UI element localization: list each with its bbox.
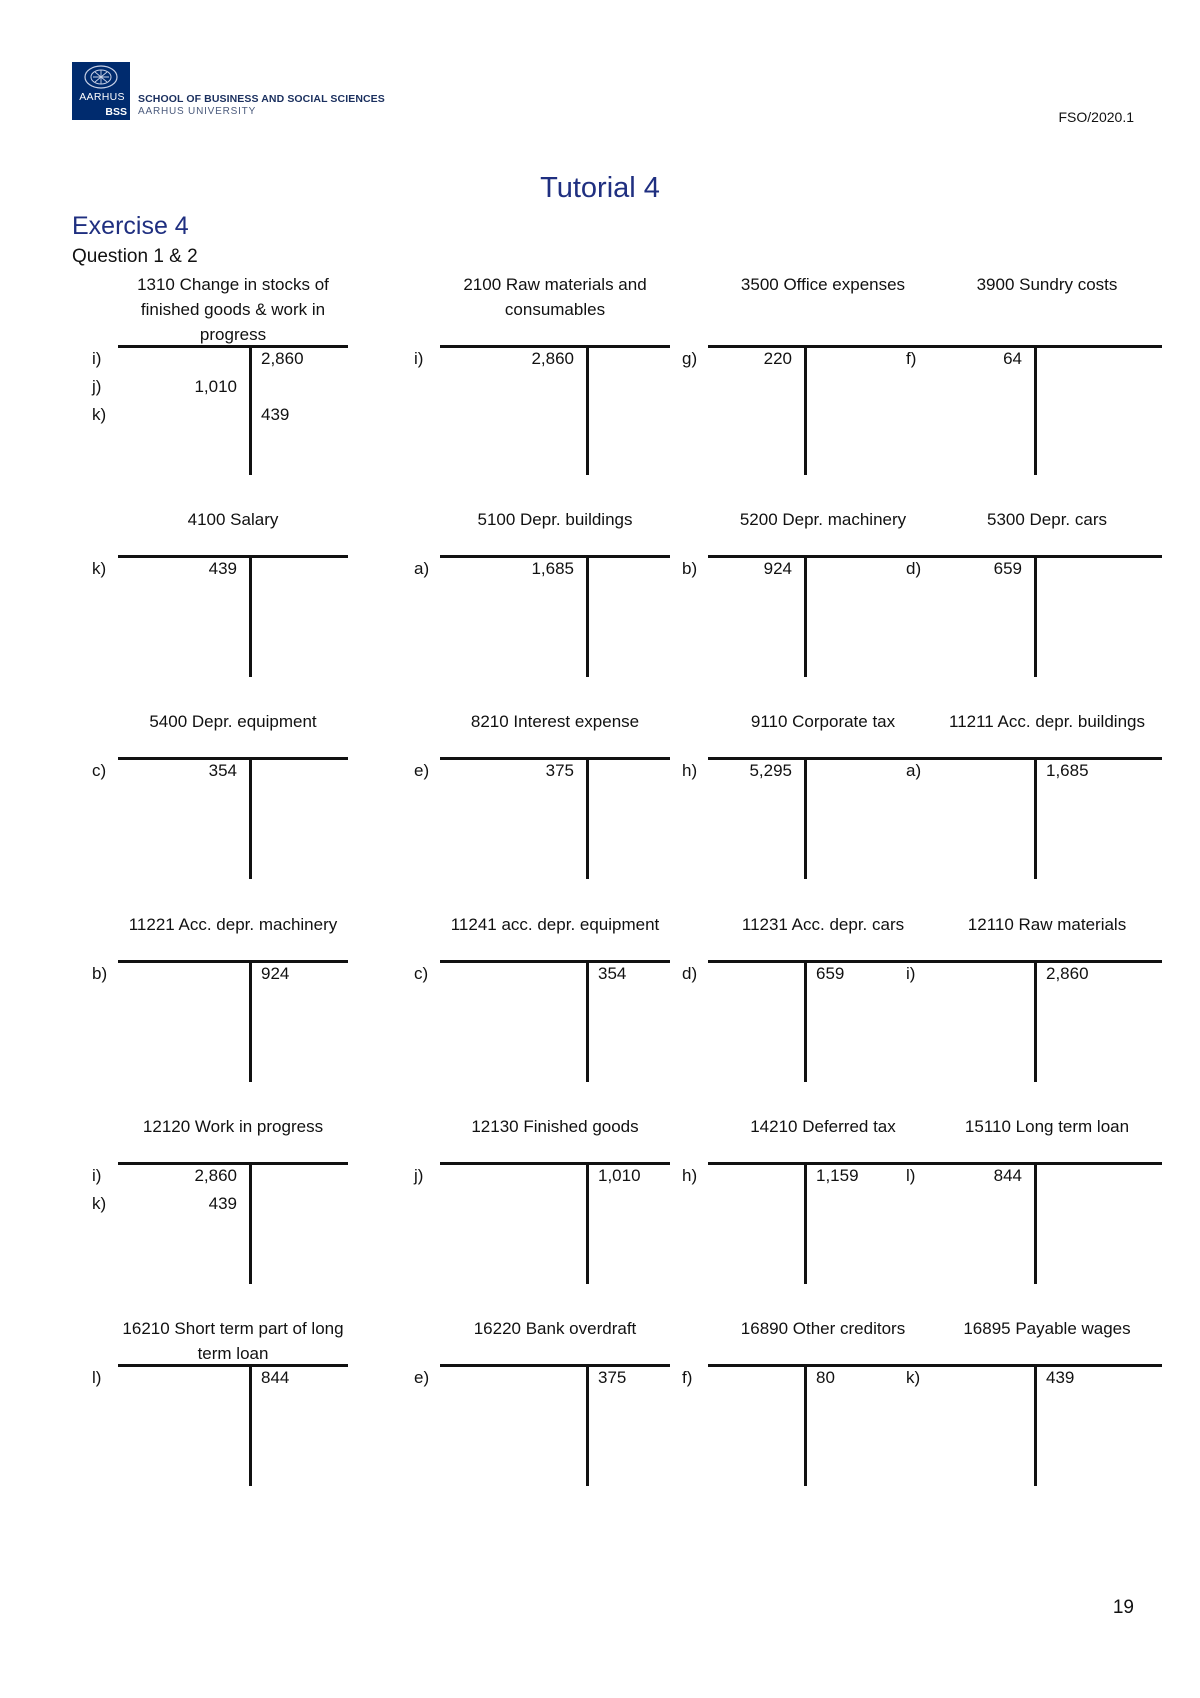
t-account-top-line [932,345,1162,348]
t-account [414,912,670,1122]
account-title: 16890 Other creditors [740,1319,906,1338]
account-title: 5400 Depr. equipment [149,712,317,731]
debit-amount: 375 [545,761,574,780]
ledger-entry [906,349,1162,375]
entry-reference: a) [414,559,430,578]
debit-amount: 2,860 [194,1166,237,1185]
credit-amount: 439 [261,405,290,424]
entry-reference: h) [682,1166,698,1185]
t-account [906,912,1162,1122]
debit-amount: 2,860 [531,349,574,368]
logo-university-name: AARHUS UNIVERSITY [138,106,257,117]
t-account-top-line [118,555,348,558]
ledger-entry [414,349,670,375]
t-account-top-line [118,1364,348,1367]
logo-aarhus-text: AARHUS [79,91,125,103]
ledger-entry [682,559,938,585]
ledger-entry [414,1166,670,1192]
entry-reference: i) [92,349,102,368]
t-account [682,912,938,1122]
entry-reference: k) [92,405,107,424]
t-account-top-line [708,960,938,963]
entry-reference: l) [906,1166,916,1185]
t-account-top-line [118,1162,348,1165]
t-account [682,507,938,717]
ledger-entry [414,559,670,585]
entry-reference: j) [92,377,102,396]
ledger-entry [682,964,938,990]
t-account [906,272,1162,482]
account-title: 11231 Acc. depr. cars [741,915,905,934]
t-account-top-line [118,960,348,963]
credit-amount: 1,159 [816,1166,859,1185]
account-title: 5300 Depr. cars [986,510,1107,529]
account-title: 3900 Sundry costs [976,275,1118,294]
credit-amount: 439 [1046,1368,1075,1387]
t-account [414,1114,670,1324]
debit-amount: 220 [763,349,792,368]
debit-amount: 439 [208,559,237,578]
entry-reference: i) [92,1166,102,1185]
t-account-top-line [708,1162,938,1165]
logo-school-name: SCHOOL OF BUSINESS AND SOCIAL SCIENCES [138,93,385,105]
t-account [906,1114,1162,1324]
credit-amount: 844 [261,1368,290,1387]
account-title: 11211 Acc. depr. buildings [949,712,1145,731]
entry-reference: k) [906,1368,921,1387]
t-account-top-line [932,555,1162,558]
credit-amount: 1,010 [598,1166,641,1185]
t-account-top-line [440,1162,670,1165]
entry-reference: e) [414,761,430,780]
ledger-entry [682,761,938,787]
ledger-entry [92,1166,348,1192]
account-title: 12110 Raw materials [967,915,1127,934]
t-account [906,709,1162,919]
credit-amount: 1,685 [1046,761,1089,780]
account-title: 14210 Deferred tax [750,1117,896,1136]
entry-reference: b) [682,559,698,578]
ledger-entry [906,964,1162,990]
entry-reference: c) [414,964,429,983]
t-account-top-line [932,1364,1162,1367]
account-title: 16895 Payable wages [963,1319,1131,1338]
t-account [92,912,348,1122]
t-account-top-line [932,1162,1162,1165]
account-title: 9110 Corporate tax [750,712,896,731]
account-title: 12120 Work in progress [142,1117,324,1136]
entry-reference: f) [682,1368,693,1387]
account-title: 3500 Office expenses [740,275,906,294]
ledger-entry [92,349,348,375]
entry-reference: k) [92,559,107,578]
ledger-entry [906,761,1162,787]
entry-reference: j) [414,1166,424,1185]
t-account [414,1316,670,1526]
ledger-entry [92,761,348,787]
credit-amount: 354 [598,964,627,983]
entry-reference: h) [682,761,698,780]
credit-amount: 2,860 [261,349,304,368]
logo-bss-text: BSS [105,106,127,118]
t-account-top-line [932,960,1162,963]
ledger-entry [92,377,348,403]
ledger-entry [92,1368,348,1394]
t-account-top-line [708,345,938,348]
t-account-top-line [440,960,670,963]
ledger-entry [92,559,348,585]
credit-amount: 375 [598,1368,627,1387]
t-account-top-line [708,1364,938,1367]
debit-amount: 439 [208,1194,237,1213]
debit-amount: 1,685 [531,559,574,578]
account-title: 5100 Depr. buildings [477,510,633,529]
t-account [92,1316,348,1526]
t-account-top-line [118,345,348,348]
credit-amount: 2,860 [1046,964,1089,983]
ledger-entry [92,964,348,990]
t-account-top-line [440,345,670,348]
page-title: Tutorial 4 [540,172,660,204]
page-number: 19 [1112,1597,1134,1618]
ledger-entry [682,1166,938,1192]
debit-amount: 844 [993,1166,1022,1185]
debit-amount: 1,010 [194,377,237,396]
t-account-top-line [708,757,938,760]
entry-reference: c) [92,761,107,780]
account-title: 5200 Depr. machinery [739,510,907,529]
account-title: 1310 Change in stocks of finished goods & work in progress [137,275,329,344]
t-account-top-line [708,555,938,558]
account-title: 8210 Interest expense [470,712,640,731]
credit-amount: 80 [816,1368,835,1387]
debit-amount: 924 [763,559,792,578]
credit-amount: 659 [816,964,845,983]
ledger-entry [92,1194,348,1220]
t-account [92,507,348,717]
ledger-entry [414,1368,670,1394]
university-seal-icon [82,64,120,90]
entry-reference: f) [906,349,917,368]
entry-reference: e) [414,1368,430,1387]
t-account [414,709,670,919]
t-account [682,1114,938,1324]
ledger-entry [414,964,670,990]
t-account [682,1316,938,1526]
t-account-top-line [440,757,670,760]
t-account [414,507,670,717]
t-account [92,272,348,482]
ledger-entry [682,1368,938,1394]
entry-reference: d) [682,964,698,983]
ledger-entry [906,1166,1162,1192]
entry-reference: a) [906,761,922,780]
t-account-top-line [932,757,1162,760]
ledger-entry [682,349,938,375]
account-title: 12130 Finished goods [471,1117,639,1136]
t-account [906,1316,1162,1526]
account-title: 4100 Salary [187,510,279,529]
debit-amount: 5,295 [749,761,792,780]
debit-amount: 64 [1003,349,1022,368]
entry-reference: g) [682,349,698,368]
course-code: FSO/2020.1 [1058,109,1134,125]
t-account [682,272,938,482]
debit-amount: 659 [993,559,1022,578]
debit-amount: 354 [208,761,237,780]
ledger-entry [906,559,1162,585]
t-account [92,1114,348,1324]
t-account [414,272,670,482]
ledger-entry [906,1368,1162,1394]
entry-reference: b) [92,964,108,983]
entry-reference: i) [414,349,424,368]
t-account-top-line [440,1364,670,1367]
question-label: Question 1 & 2 [72,246,198,267]
logo-badge [72,62,130,120]
account-title: 16220 Bank overdraft [473,1319,637,1338]
account-title: 16210 Short term part of long term loan [122,1319,344,1363]
t-account-top-line [118,757,348,760]
account-title: 11241 acc. depr. equipment [450,915,660,934]
t-account-top-line [440,555,670,558]
entry-reference: i) [906,964,916,983]
entry-reference: d) [906,559,922,578]
ledger-entry [414,761,670,787]
entry-reference: l) [92,1368,102,1387]
ledger-entry [92,405,348,431]
account-title: 2100 Raw materials and consumables [463,275,647,319]
account-title: 11221 Acc. depr. machinery [128,915,338,934]
t-account [92,709,348,919]
credit-amount: 924 [261,964,290,983]
entry-reference: k) [92,1194,107,1213]
account-title: 15110 Long term loan [964,1117,1130,1136]
exercise-heading: Exercise 4 [72,212,189,240]
t-account [682,709,938,919]
t-account [906,507,1162,717]
